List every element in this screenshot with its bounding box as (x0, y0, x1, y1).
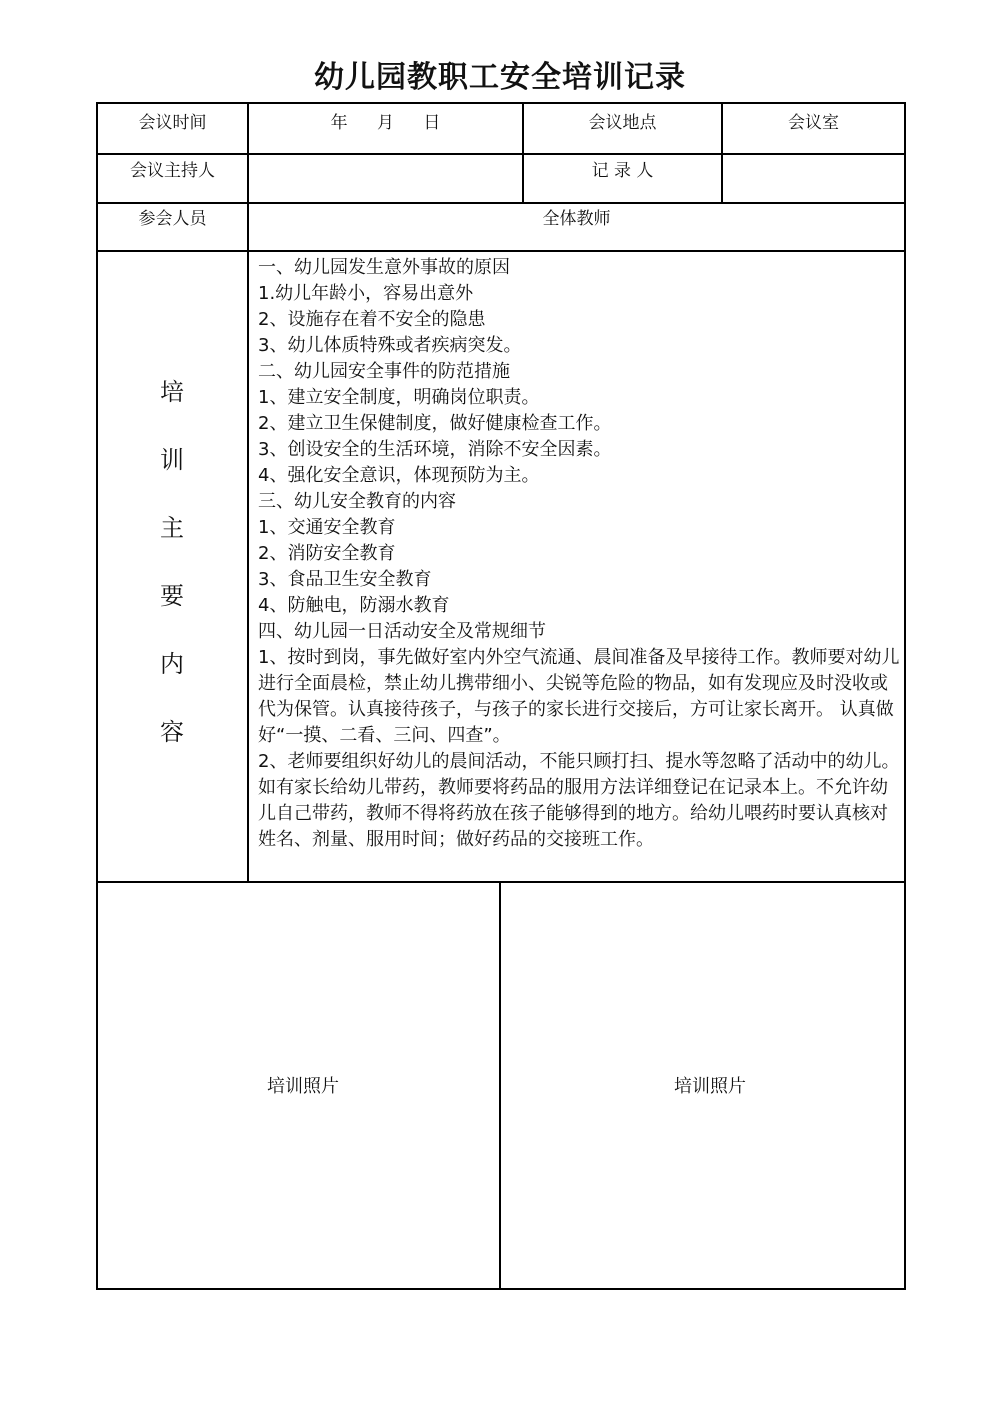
meeting-place-label: 会议地点 (588, 113, 657, 133)
training-label-char: 要 (160, 582, 184, 610)
content-paragraph: 2、老师要组织好幼儿的晨间活动，不能只顾打扫、提水等忽略了活动中的幼儿。 (258, 751, 900, 772)
recorder-label: 记 录 人 (591, 161, 654, 181)
training-label-char: 内 (160, 650, 184, 678)
content-line: 二、幼儿园安全事件的防范措施 (258, 361, 510, 382)
training-label-char: 容 (160, 718, 184, 746)
content-line: 4、强化安全意识，体现预防为主。 (258, 465, 540, 486)
content-line: 一、幼儿园发生意外事故的原因 (258, 257, 510, 278)
content-line: 1、交通安全教育 (258, 517, 396, 538)
training-label-char: 训 (160, 446, 184, 474)
attendees-label: 参会人员 (138, 209, 207, 229)
content-line: 2、消防安全教育 (258, 543, 396, 564)
page-title: 幼儿园教职工安全培训记录 (314, 60, 686, 95)
content-paragraph: 如有家长给幼儿带药，教师要将药品的服用方法详细登记在记录本上。不允许幼儿自己带药，教师不得将药放在孩子能够得到的地方。给幼儿喂药时要认真核对姓名、剂量、服用时间；做好药品的交接班工作。 (258, 777, 888, 850)
content-line: 3、食品卫生安全教育 (258, 569, 432, 590)
meeting-place-value: 会议室 (788, 113, 839, 133)
row-divider-1 (96, 153, 906, 155)
training-photo-right-label: 培训照片 (674, 1076, 746, 1097)
training-content-body (258, 255, 903, 853)
content-line: 2、设施存在着不安全的隐患 (258, 309, 486, 330)
training-label-char: 主 (160, 514, 184, 542)
training-content-label (96, 370, 248, 778)
content-line: 1.幼儿年龄小，容易出意外 (258, 283, 474, 304)
training-photo-left-label: 培训照片 (267, 1076, 339, 1097)
row-divider-3 (96, 250, 906, 252)
content-line: 2、建立卫生保健制度，做好健康检查工作。 (258, 413, 612, 434)
host-label: 会议主持人 (130, 161, 215, 181)
content-line: 四、幼儿园一日活动安全及常规细节 (258, 621, 546, 642)
content-line: 3、幼儿体质特殊或者疾病突发。 (258, 335, 522, 356)
meeting-time-value: 年 月 日 (330, 113, 441, 133)
content-line: 3、创设安全的生活环境，消除不安全因素。 (258, 439, 612, 460)
content-line: 三、幼儿安全教育的内容 (258, 491, 456, 512)
content-paragraph: 1、按时到岗，事先做好室内外空气流通、晨间准备及早接待工作。教师要对幼儿进行全面晨检，禁止幼儿携带细小、尖锐等危险的物品，如有发现应及时没收或代为保管。认真接待孩子，与孩子的家长进行交接后，方可让家长离开。 认真做好“一摸、二看、三问、四查”。 (258, 647, 900, 746)
row-divider-2 (96, 202, 906, 204)
col-divider-photos (499, 882, 501, 1290)
content-line: 4、防触电，防溺水教育 (258, 595, 450, 616)
training-label-char: 培 (160, 378, 184, 406)
content-line: 1、建立安全制度，明确岗位职责。 (258, 387, 540, 408)
attendees-value: 全体教师 (542, 209, 611, 229)
row-divider-4 (96, 881, 906, 883)
meeting-time-label: 会议时间 (138, 113, 207, 133)
